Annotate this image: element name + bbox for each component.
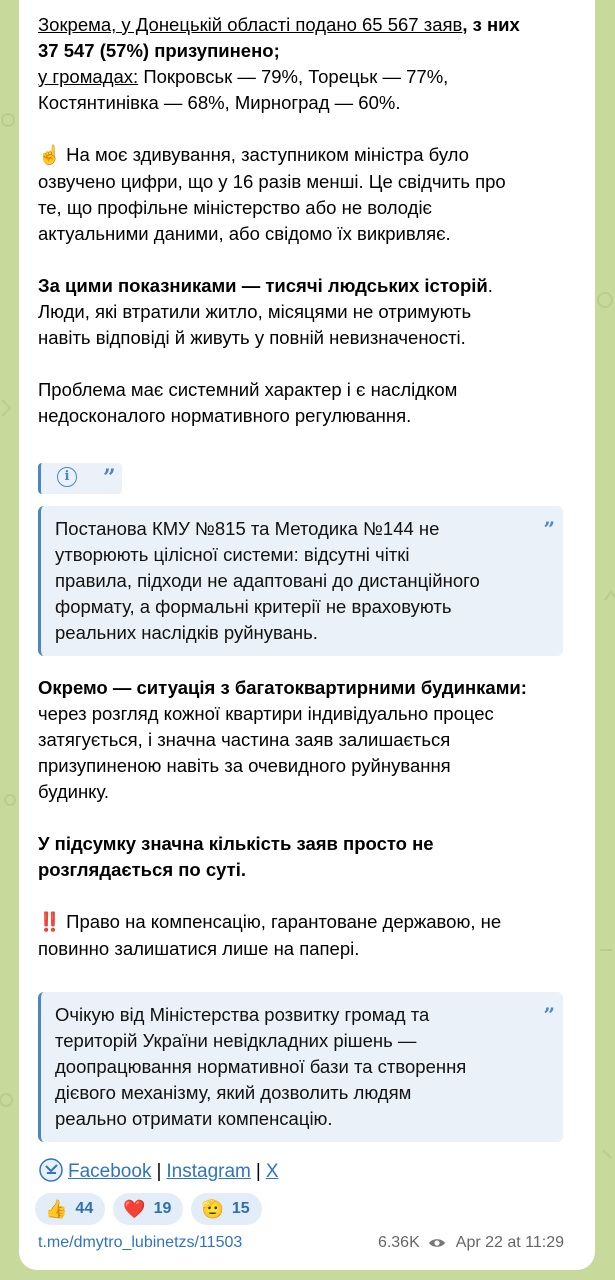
text: У підсумку значна кількість заяв просто не [38, 833, 434, 854]
point-up-emoji-icon: ☝️ [38, 145, 62, 166]
timestamp: Apr 22 at 11:29 [455, 1234, 564, 1251]
quote-line: Постанова КМУ №815 та Методика №144 не [55, 518, 440, 539]
quote-icon: ” [543, 1003, 555, 1027]
text: актуальними даними, або свідомо їх викривляє. [38, 223, 451, 244]
text: навіть відповіді й живуть у повній невизначеності. [38, 327, 466, 348]
quote-line: реальних наслідків руйнувань. [55, 622, 318, 643]
message-footer [38, 1234, 564, 1252]
text: Окремо — ситуація з багатоквартирними будинками: [38, 677, 527, 698]
text: 37 547 (57%) призупинено; [38, 40, 280, 61]
text: розглядається по суті. [38, 859, 247, 880]
salute-emoji-icon: 🫡 [201, 1198, 224, 1220]
quote-line: реально отримати компенсацію. [55, 1108, 333, 1129]
quote-line: Очікую від Міністерства розвитку громад та [55, 1004, 430, 1025]
info-icon[interactable]: i [57, 467, 77, 487]
post-link[interactable]: t.me/dmytro_lubinetzs/11503 [38, 1234, 243, 1251]
separator: | [255, 1161, 261, 1182]
social-links [38, 1157, 279, 1185]
text: На моє здивування, заступником міністра було [61, 144, 469, 165]
x-link[interactable]: X [265, 1161, 279, 1182]
eye-icon [428, 1237, 446, 1249]
reaction-salute[interactable] [191, 1193, 261, 1225]
text: Люди, які втратили житло, місяцями не отримують [38, 301, 472, 322]
heart-emoji-icon: ❤️ [123, 1198, 146, 1220]
text: Проблема має системний характер і є наслідком [38, 379, 458, 400]
view-count: 6.36K [377, 1234, 420, 1251]
blockquote-1 [38, 506, 563, 656]
text: затягується, і значна частина заяв залишається [38, 729, 451, 750]
instagram-link[interactable]: Instagram [166, 1161, 251, 1182]
separator: | [156, 1161, 162, 1182]
facebook-link[interactable]: Facebook [68, 1161, 152, 1182]
text: будинку. [38, 781, 110, 802]
reaction-count: 44 [75, 1200, 94, 1217]
text: у громадах: [38, 66, 139, 87]
reaction-count: 19 [153, 1200, 172, 1217]
double-exclamation-emoji-icon: ‼️ [38, 912, 62, 933]
custom-emoji-icon [38, 1157, 64, 1183]
quote-line: дієвого механізму, який дозволить людям [55, 1082, 412, 1103]
text: через розгляд кожної квартири індивідуально процес [38, 703, 494, 724]
quote-line: формату, а формальні критерії не враховують [55, 596, 452, 617]
text: За цими показниками — тисячі людських історій [38, 275, 488, 296]
text: Покровськ — 79%, Торецьк — 77%, [138, 66, 449, 87]
text: Право на компенсацію, гарантоване державою, не [61, 911, 502, 932]
reaction-heart[interactable] [113, 1193, 183, 1225]
message-meta [378, 1234, 564, 1252]
text: призупиненою навіть за очевидного руйнування [38, 755, 451, 776]
thumbs-up-emoji-icon: 👍 [45, 1198, 68, 1220]
quote-line: доопрацювання нормативної бази та створення [55, 1056, 467, 1077]
quote-icon: ” [103, 465, 116, 491]
text: . [487, 275, 493, 296]
text: те, що профільне міністерство або не володіє [38, 197, 432, 218]
quote-line: правила, підходи не адаптовані до дистанційного [55, 570, 480, 591]
blockquote-2 [38, 992, 563, 1142]
quote-icon: ” [543, 517, 555, 541]
reactions-bar [35, 1193, 262, 1225]
text: Костянтинівка — 68%, Мирноград — 60%. [38, 92, 401, 113]
reaction-thumbs-up[interactable] [35, 1193, 105, 1225]
text: Зокрема, у Донецькій області подано 65 567 заяв [38, 14, 463, 35]
text: озвучено цифри, що у 16 разів менші. Це свідчить про [38, 171, 506, 192]
text: , з них [462, 14, 520, 35]
quote-toolbar[interactable] [38, 463, 122, 494]
reaction-count: 15 [231, 1200, 250, 1217]
quote-line: утворюють цілісної системи: відсутні чіткі [55, 544, 410, 565]
quote-line: територій України невідкладних рішень — [55, 1030, 417, 1051]
text: повинно залишатися лише на папері. [38, 938, 360, 959]
text: недосконалого нормативного регулювання. [38, 405, 412, 426]
